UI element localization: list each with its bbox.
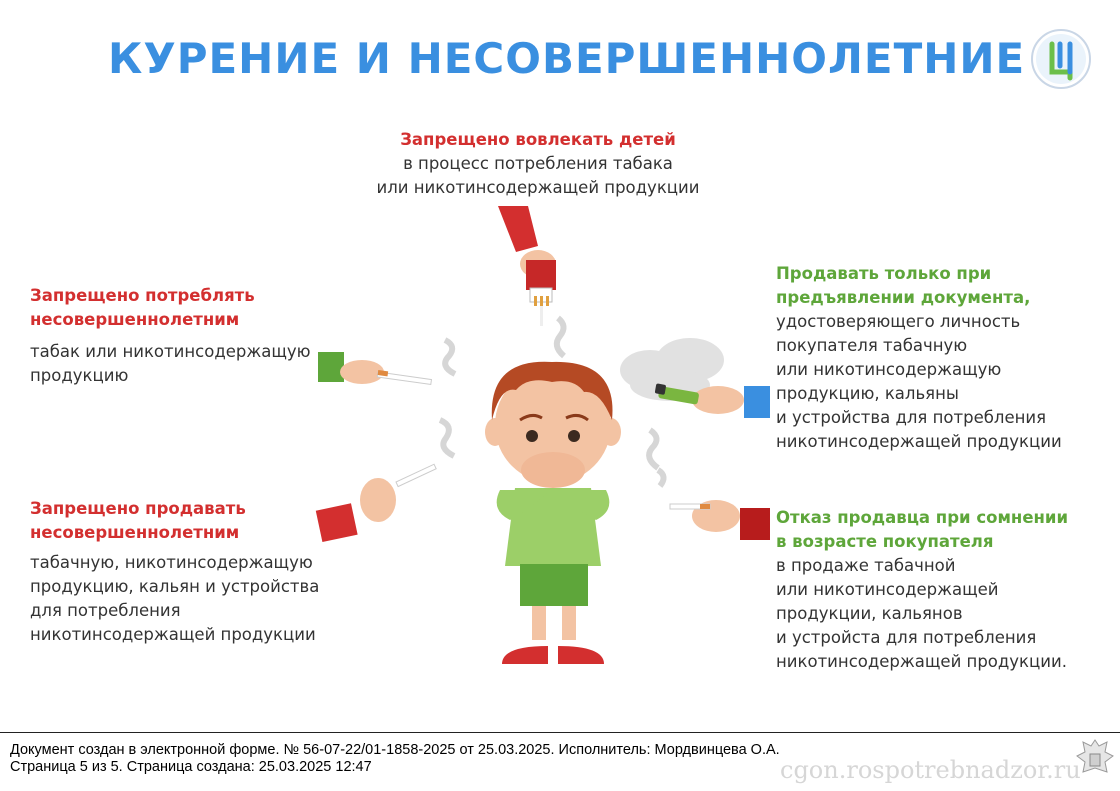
top-rule-line: в процесс потребления табака xyxy=(403,154,673,173)
right-bottom-rule-heading: Отказ продавца при сомнении xyxy=(776,508,1069,527)
right-top-rule-line: удостоверяющего личность xyxy=(776,312,1021,331)
right-top-rule-line: или никотинсодержащую xyxy=(776,360,1002,379)
right-top-rule-line: никотинсодержащей продукции xyxy=(776,432,1062,451)
right-top-rule-heading: предъявлении документа, xyxy=(776,288,1031,307)
russian-emblem-icon xyxy=(1074,736,1116,780)
right-bottom-rule-block xyxy=(776,506,1068,674)
page-title: КУРЕНИЕ И НЕСОВЕРШЕННОЛЕТНИЕ xyxy=(108,34,1026,83)
top-rule-heading: Запрещено вовлекать детей xyxy=(400,130,676,149)
left-bottom-rule-line: табачную, никотинсодержащую xyxy=(30,553,313,572)
left-bottom-rule-block xyxy=(30,497,319,647)
left-bottom-rule-line: для потребления xyxy=(30,601,181,620)
right-top-rule-line: покупателя табачную xyxy=(776,336,968,355)
right-bottom-rule-line: никотинсодержащей продукции. xyxy=(776,652,1067,671)
footer-line-1: Документ создан в электронной форме. № 56-07-22/01-1858-2025 от 25.03.2025. Исполнитель: Мордвинцева О.А. xyxy=(10,742,780,758)
footer-watermark: cgon.rospotrebnadzor.ru xyxy=(780,756,1081,784)
left-top-rule-line: табак или никотинсодержащую xyxy=(30,342,311,361)
right-top-rule-line: и устройства для потребления xyxy=(776,408,1047,427)
left-top-rule-heading: Запрещено потреблять xyxy=(30,286,255,305)
left-top-rule-line: продукцию xyxy=(30,366,129,385)
top-rule-line: или никотинсодержащей продукции xyxy=(376,178,700,197)
document-footer xyxy=(10,742,780,776)
footer-line-2: Страница 5 из 5. Страница создана: 25.03.2025 12:47 xyxy=(10,759,372,775)
right-top-rule-block xyxy=(776,262,1062,454)
right-bottom-rule-line: и устройста для потребления xyxy=(776,628,1037,647)
hand-with-pack-icon xyxy=(498,206,556,326)
top-rule-block xyxy=(340,128,736,200)
right-top-rule-line: продукцию, кальяны xyxy=(776,384,959,403)
right-bottom-rule-heading: в возрасте покупателя xyxy=(776,532,994,551)
left-bottom-rule-line: продукцию, кальян и устройства xyxy=(30,577,320,596)
left-top-rule-heading: несовершеннолетним xyxy=(30,310,240,329)
left-bottom-rule-heading: несовершеннолетним xyxy=(30,523,240,542)
right-top-rule-heading: Продавать только при xyxy=(776,264,992,283)
left-bottom-rule-heading: Запрещено продавать xyxy=(30,499,246,518)
right-bottom-rule-line: или никотинсодержащей xyxy=(776,580,999,599)
boy-covering-face-icon xyxy=(485,362,621,664)
left-bottom-rule-line: никотинсодержащей продукции xyxy=(30,625,316,644)
right-bottom-rule-line: продукции, кальянов xyxy=(776,604,963,623)
left-top-rule-block xyxy=(30,284,311,388)
footer-divider xyxy=(0,732,1120,733)
right-bottom-rule-line: в продаже табачной xyxy=(776,556,956,575)
